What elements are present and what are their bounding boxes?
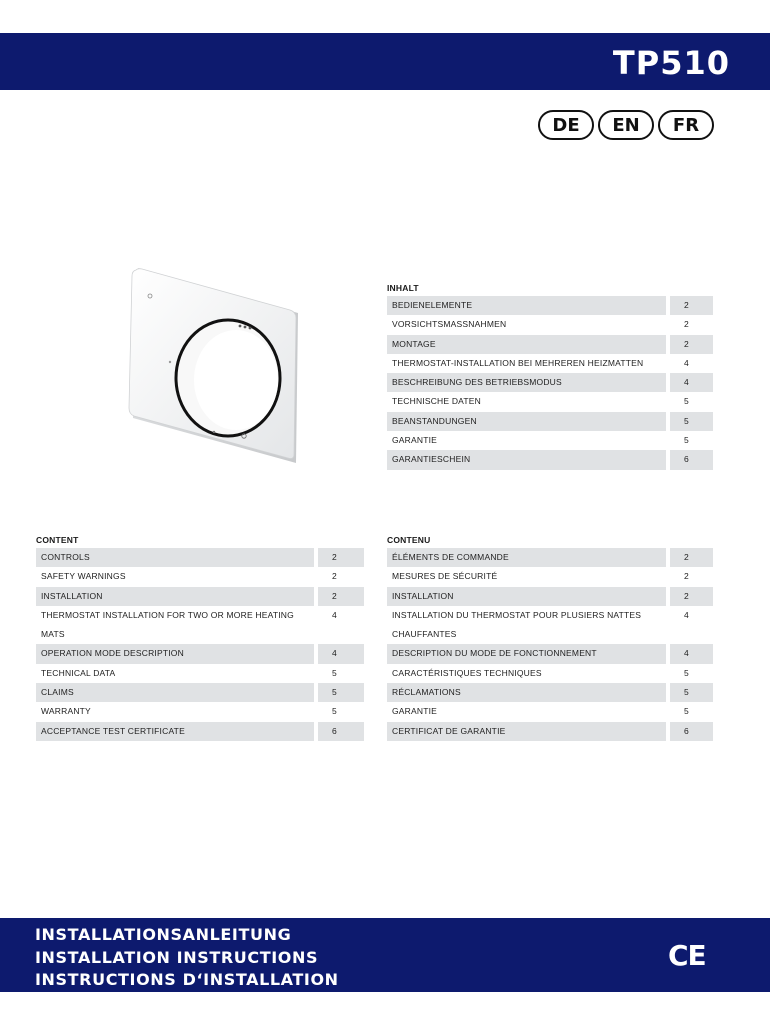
toc-row[interactable] [387, 373, 713, 392]
toc-page-number: 4 [332, 609, 337, 620]
toc-item-label: TECHNICAL DATA [41, 667, 116, 678]
toc-fr [387, 535, 713, 741]
toc-page-number: 4 [670, 373, 713, 392]
toc-en [36, 535, 364, 741]
toc-item-label: MESURES DE SÉCURITÉ [392, 571, 498, 582]
toc-row[interactable] [387, 412, 713, 431]
toc-page-number: 4 [670, 644, 713, 663]
toc-page-number: 6 [670, 450, 713, 469]
toc-page-number: 5 [684, 706, 689, 717]
toc-page-number: 4 [318, 644, 364, 663]
toc-page-number: 4 [684, 609, 689, 620]
toc-item-label: TECHNISCHE DATEN [392, 396, 481, 407]
toc-page-number: 2 [332, 571, 337, 582]
toc-page-number: 5 [332, 706, 337, 717]
toc-row[interactable] [387, 606, 713, 645]
toc-item-label: CONTROLS [36, 548, 314, 567]
toc-page-number: 4 [684, 357, 689, 368]
toc-row[interactable] [387, 702, 713, 721]
toc-item-label: WARRANTY [41, 706, 91, 717]
toc-item-label: DESCRIPTION DU MODE DE FONCTIONNEMENT [387, 644, 666, 663]
toc-row[interactable] [387, 431, 713, 450]
language-badge-en[interactable]: EN [598, 110, 654, 140]
toc-item-label: BESCHREIBUNG DES BETRIEBSMODUS [387, 373, 666, 392]
toc-item-label: THERMOSTAT-INSTALLATION BEI MEHREREN HEIZMATTEN [392, 357, 644, 368]
toc-item-label: INSTALLATION [36, 587, 314, 606]
toc-row[interactable] [387, 567, 713, 586]
toc-item-label: ACCEPTANCE TEST CERTIFICATE [36, 722, 314, 741]
toc-row[interactable] [36, 567, 364, 586]
toc-row[interactable] [36, 683, 364, 702]
toc-row[interactable] [387, 644, 713, 663]
toc-page-number: 6 [670, 722, 713, 741]
toc-item-label: CLAIMS [36, 683, 314, 702]
language-badges [538, 110, 714, 140]
toc-item-label: BEDIENELEMENTE [387, 296, 666, 315]
toc-item-label: SAFETY WARNINGS [41, 571, 126, 582]
toc-page-number: 5 [670, 412, 713, 431]
toc-item-label: INSTALLATION DU THERMOSTAT POUR PLUSIERS NATTES CHAUFFANTES [392, 609, 642, 639]
toc-page-number: 6 [318, 722, 364, 741]
toc-page-number: 2 [670, 296, 713, 315]
toc-row[interactable] [36, 722, 364, 741]
toc-item-label: RÉCLAMATIONS [387, 683, 666, 702]
toc-de [387, 283, 713, 470]
toc-page-number: 5 [670, 683, 713, 702]
language-badge-de[interactable]: DE [538, 110, 594, 140]
toc-item-label: INSTALLATION [387, 587, 666, 606]
toc-row[interactable] [387, 315, 713, 334]
toc-page-number: 2 [670, 335, 713, 354]
footer-title-block [35, 924, 339, 992]
toc-item-label: BEANSTANDUNGEN [387, 412, 666, 431]
footer-title-en: INSTALLATION INSTRUCTIONS [35, 947, 319, 967]
toc-row[interactable] [387, 683, 713, 702]
toc-item-label: VORSICHTSMASSNAHMEN [392, 319, 507, 330]
toc-item-label: OPERATION MODE DESCRIPTION [36, 644, 314, 663]
ce-mark-icon: CE [668, 939, 706, 972]
toc-item-label: MONTAGE [387, 335, 666, 354]
thermostat-product-image [118, 268, 318, 468]
toc-page-number: 2 [670, 548, 713, 567]
toc-item-label: GARANTIE [392, 706, 438, 717]
toc-row[interactable] [36, 587, 364, 606]
toc-row[interactable] [387, 722, 713, 741]
footer-title-fr: INSTRUCTIONS D‘INSTALLATION [35, 970, 339, 989]
toc-en-title: CONTENT [36, 535, 79, 545]
toc-row[interactable] [387, 392, 713, 411]
toc-item-label: GARANTIESCHEIN [387, 450, 666, 469]
toc-de-title: INHALT [387, 283, 419, 293]
toc-item-label: ÉLÉMENTS DE COMMANDE [387, 548, 666, 567]
toc-row[interactable] [387, 335, 713, 354]
toc-page-number: 5 [684, 435, 689, 446]
toc-row[interactable] [36, 702, 364, 721]
toc-row[interactable] [387, 587, 713, 606]
toc-row[interactable] [36, 644, 364, 663]
toc-page-number: 2 [318, 548, 364, 567]
toc-page-number: 5 [332, 667, 337, 678]
toc-page-number: 2 [684, 319, 689, 330]
model-title: TP510 [612, 44, 730, 82]
toc-row[interactable] [36, 606, 364, 645]
toc-item-label: GARANTIE [392, 435, 438, 446]
toc-row[interactable] [387, 664, 713, 683]
toc-row[interactable] [36, 548, 364, 567]
toc-item-label: THERMOSTAT INSTALLATION FOR TWO OR MORE HEATING MATS [41, 609, 294, 639]
language-badge-fr[interactable]: FR [658, 110, 714, 140]
toc-page-number: 2 [684, 571, 689, 582]
toc-page-number: 2 [318, 587, 364, 606]
toc-row[interactable] [387, 354, 713, 373]
footer-title-de: INSTALLATIONSANLEITUNG [35, 925, 292, 944]
toc-row[interactable] [36, 664, 364, 683]
toc-row[interactable] [387, 548, 713, 567]
toc-page-number: 2 [670, 587, 713, 606]
toc-row[interactable] [387, 296, 713, 315]
toc-fr-title: CONTENU [387, 535, 431, 545]
toc-page-number: 5 [684, 396, 689, 407]
toc-page-number: 5 [318, 683, 364, 702]
toc-page-number: 5 [684, 667, 689, 678]
toc-row[interactable] [387, 450, 713, 469]
toc-item-label: CARACTÉRISTIQUES TECHNIQUES [392, 667, 542, 678]
toc-item-label: CERTIFICAT DE GARANTIE [387, 722, 666, 741]
